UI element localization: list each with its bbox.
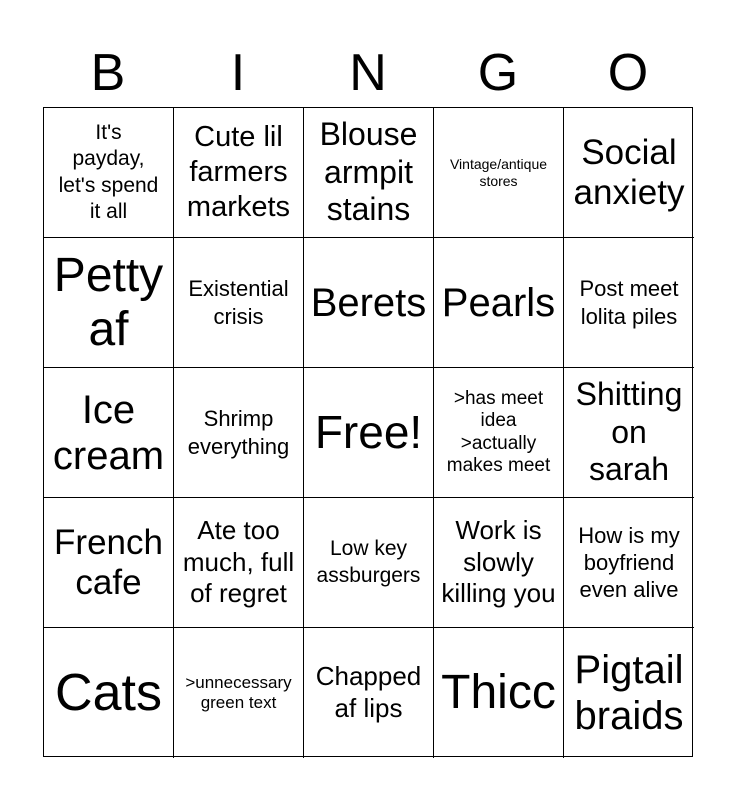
bingo-cell[interactable] <box>44 368 174 498</box>
cell-text: Work is slowly killing you <box>441 514 556 609</box>
header-letter-g: G <box>477 44 519 102</box>
bingo-cell[interactable] <box>174 628 304 758</box>
cell-text: Vintage/antique stores <box>449 156 548 189</box>
bingo-board <box>43 107 693 757</box>
cell-text: Chapped af lips <box>315 661 422 723</box>
bingo-cell[interactable] <box>434 368 564 498</box>
bingo-cell[interactable] <box>434 498 564 628</box>
bingo-cell[interactable] <box>44 238 174 368</box>
cell-text: Pigtail braids <box>574 648 684 738</box>
bingo-cell[interactable] <box>304 628 434 758</box>
cell-text: French cafe <box>54 523 163 602</box>
free-space-text: Free! <box>314 406 423 459</box>
cell-text: Post meet lolita piles <box>579 276 679 329</box>
cell-text: >has meet idea >actually makes meet <box>446 388 551 476</box>
bingo-cell[interactable] <box>174 238 304 368</box>
bingo-cell[interactable] <box>174 498 304 628</box>
cell-text: Cute lil farmers markets <box>186 121 291 223</box>
cell-text: Pearls <box>441 280 556 325</box>
cell-text: Low key assburgers <box>316 537 421 587</box>
bingo-cell[interactable] <box>304 368 434 498</box>
bingo-cell[interactable] <box>564 108 694 238</box>
cell-text: Shitting on sarah <box>575 375 683 488</box>
bingo-cell[interactable] <box>304 238 434 368</box>
cell-text: Cats <box>55 663 162 722</box>
bingo-cell[interactable] <box>44 498 174 628</box>
header-letter-n: N <box>349 44 387 102</box>
bingo-cell[interactable] <box>44 628 174 758</box>
cell-text: Shrimp everything <box>187 406 290 459</box>
cell-text: Berets <box>310 280 427 325</box>
bingo-cell[interactable] <box>304 498 434 628</box>
bingo-header <box>43 40 693 106</box>
header-letter-o: O <box>607 44 649 102</box>
cell-text: Ice cream <box>52 387 165 478</box>
cell-text: Ate too much, full of regret <box>182 514 295 609</box>
cell-text: Blouse armpit stains <box>319 115 418 228</box>
header-letter-i: I <box>230 44 246 102</box>
cell-text: Existential crisis <box>188 276 289 329</box>
bingo-cell[interactable] <box>174 108 304 238</box>
bingo-cell[interactable] <box>434 628 564 758</box>
cell-text: >unnecessary green text <box>185 673 292 712</box>
cell-text: How is my boyfriend even alive <box>578 522 680 603</box>
bingo-cell[interactable] <box>564 368 694 498</box>
header-letter-b: B <box>90 44 126 102</box>
bingo-cell[interactable] <box>564 238 694 368</box>
bingo-cell[interactable] <box>44 108 174 238</box>
cell-text: Petty af <box>53 248 164 356</box>
cell-text: Thicc <box>441 666 556 720</box>
cell-text: Social anxiety <box>573 133 685 212</box>
bingo-cell[interactable] <box>174 368 304 498</box>
bingo-cell[interactable] <box>434 108 564 238</box>
cell-text: It's payday, let's spend it all <box>58 121 159 223</box>
bingo-cell[interactable] <box>434 238 564 368</box>
bingo-cell[interactable] <box>564 498 694 628</box>
bingo-cell[interactable] <box>304 108 434 238</box>
bingo-cell[interactable] <box>564 628 694 758</box>
